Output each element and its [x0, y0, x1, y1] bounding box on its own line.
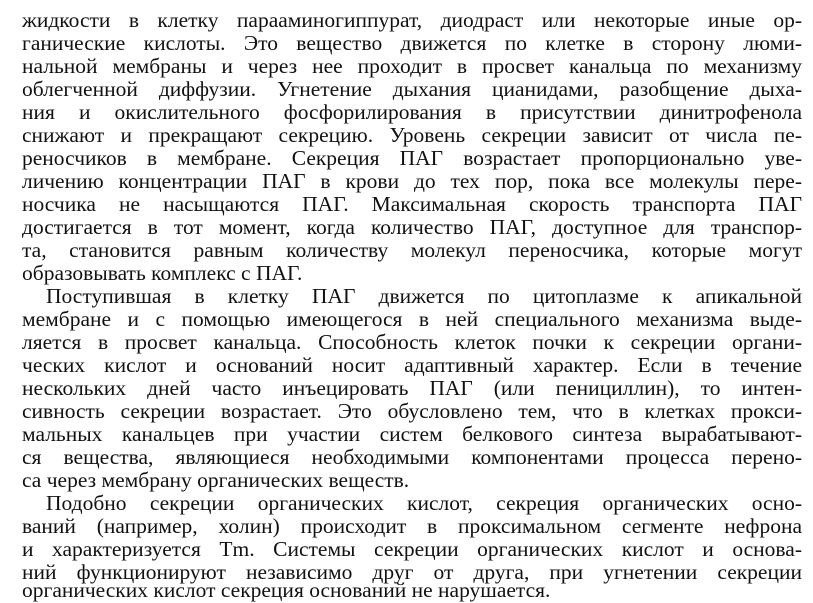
text-line: мальных канальцев при участии систем белкового синтеза вырабатывают- — [22, 422, 802, 446]
text-line: Поступившая в клетку ПАГ движется по цитоплазме к апикальной — [46, 284, 802, 308]
text-line: достигается в тот момент, когда количество ПАГ, доступное для транспор- — [22, 215, 802, 239]
text-line: носчика не насыщаются ПАГ. Максимальная скорость транспорта ПАГ — [22, 192, 802, 216]
text-line: нальной мембраны и через нее проходит в просвет канальца по механизму — [22, 54, 802, 78]
text-line: реносчиков в мембране. Секреция ПАГ возрастает пропорционально уве- — [22, 146, 802, 170]
text-line: личению концентрации ПАГ в крови до тех пор, пока все молекулы пере- — [22, 169, 802, 193]
text-line: нескольких дней часто инъецировать ПАГ (или пенициллин), то интен- — [22, 376, 802, 400]
text-line: ний функционируют независимо друг от друга, при угнетении секреции — [22, 560, 802, 584]
text-line: жидкости в клетку парааминогиппурат, диодраст или некоторые иные ор- — [22, 8, 802, 32]
text-line: Подобно секреции органических кислот, секреция органических осно- — [46, 491, 802, 515]
text-line: мембране и с помощью имеющегося в ней специального механизма выде- — [22, 307, 802, 331]
text-line: образовывать комплекс с ПАГ. — [22, 261, 303, 285]
text-line: ся вещества, являющиеся необходимыми компонентами процесса перено- — [22, 445, 802, 469]
text-line: снижают и прекращают секрецию. Уровень секреции зависит от числа пе- — [22, 123, 802, 147]
text-line: ганические кислоты. Это вещество движется по клетке в сторону люми- — [22, 31, 802, 55]
text-line: ния и окислительного фосфорилирования в присутствии динитрофенола — [22, 100, 802, 124]
text-line: ческих кислот и оснований носит адаптивный характер. Если в течение — [22, 353, 802, 377]
text-line: ляется в просвет канальца. Способность клеток почки к секреции органи- — [22, 330, 802, 354]
text-line: органических кислот секреция оснований не нарушается. — [22, 578, 551, 602]
text-line: са через мембрану органических веществ. — [22, 468, 410, 492]
text-line: сивность секреции возрастает. Это обусловлено тем, что в клетках прокси- — [22, 399, 802, 423]
text-line: та, становится равным количеству молекул переносчика, которые могут — [22, 238, 802, 262]
text-line: и характеризуется Tm. Системы секреции органических кислот и основа- — [22, 537, 802, 561]
text-line: облегченной диффузии. Угнетение дыхания цианидами, разобщение дыха- — [22, 77, 802, 101]
text-line: ваний (например, холин) происходит в проксимальном сегменте нефрона — [22, 514, 802, 538]
